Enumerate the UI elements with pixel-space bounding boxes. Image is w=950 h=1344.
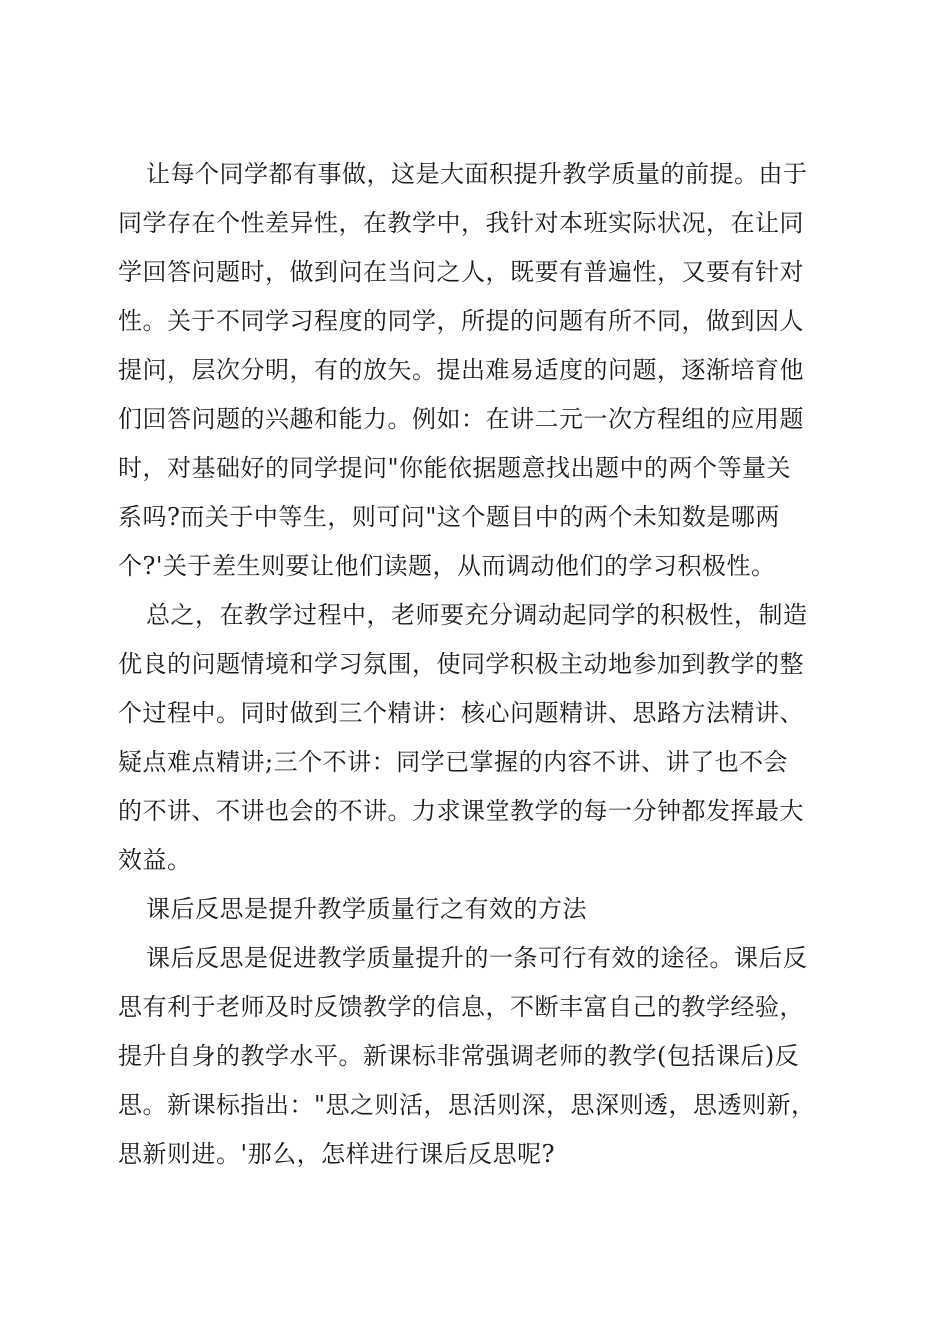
text-line: 优良的问题情境和学习氛围，使同学积极主动地参加到教学的整 — [118, 650, 804, 678]
text-line: 思有利于老师及时反馈教学的信息，不断丰富自己的教学经验， — [118, 993, 804, 1021]
text-line: 学回答问题时，做到问在当问之人，既要有普遍性，又要有针对 — [118, 258, 804, 286]
text-line: 思。新课标指出："思之则活，思活则深，思深则透，思透则新， — [118, 1091, 816, 1119]
text-line: 系吗?而关于中等生，则可问"这个题目中的两个未知数是哪两 — [118, 503, 780, 531]
text-line: 让每个同学都有事做，这是大面积提升教学质量的前提。由于 — [146, 160, 808, 188]
text-line: 总之，在教学过程中，老师要充分调动起同学的积极性，制造 — [146, 601, 808, 629]
text-line: 时，对基础好的同学提问"你能依据题意找出题中的两个等量关 — [118, 454, 792, 482]
text-line: 性。关于不同学习程度的同学，所提的问题有所不同，做到因人 — [118, 307, 804, 335]
text-line: 课后反思是促进教学质量提升的一条可行有效的途径。课后反 — [146, 944, 808, 972]
body-text — [118, 150, 838, 1179]
text-line: 的不讲、不讲也会的不讲。力求课堂教学的每一分钟都发挥最大 — [118, 797, 804, 825]
text-line: 提问，层次分明，有的放矢。提出难易适度的问题，逐渐培育他 — [118, 356, 804, 384]
text-line: 效益。 — [118, 846, 192, 874]
section-heading: 课后反思是提升教学质量行之有效的方法 — [146, 895, 587, 923]
text-line: 个过程中。同时做到三个精讲：核心问题精讲、思路方法精讲、 — [118, 699, 804, 727]
text-line: 疑点难点精讲;三个不讲：同学已掌握的内容不讲、讲了也不会 — [118, 748, 789, 776]
text-line: 个?'关于差生则要让他们读题，从而调动他们的学习积极性。 — [118, 552, 776, 580]
text-line: 们回答问题的兴趣和能力。例如：在讲二元一次方程组的应用题 — [118, 405, 804, 433]
text-line: 思新则进。'那么，怎样进行课后反思呢? — [118, 1140, 555, 1168]
text-line: 同学存在个性差异性，在教学中，我针对本班实际状况，在让同 — [118, 209, 804, 237]
text-line: 提升自身的教学水平。新课标非常强调老师的教学(包括课后)反 — [118, 1042, 800, 1070]
